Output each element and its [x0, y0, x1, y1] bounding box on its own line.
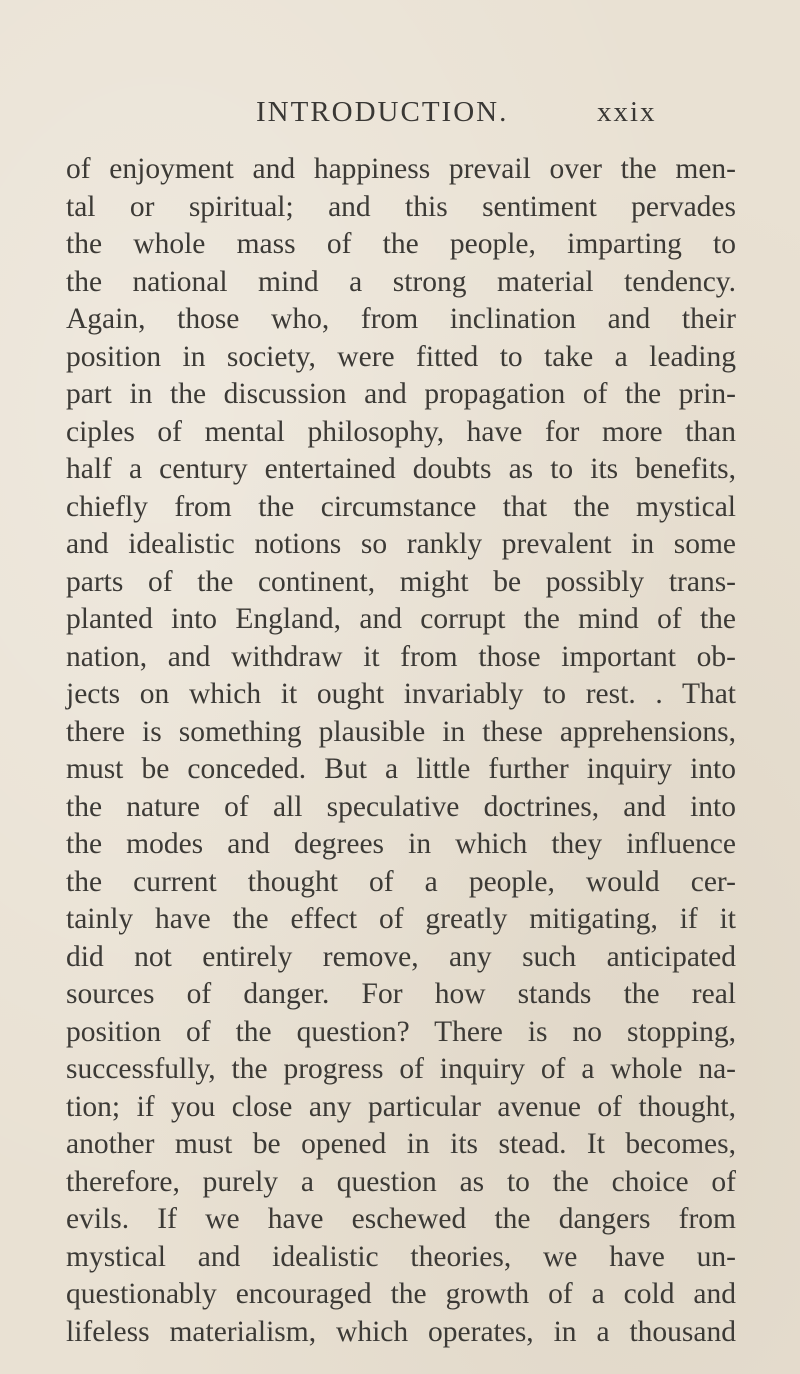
text-line: part in the discussion and propagation of the prin- — [66, 378, 736, 410]
text-line: Again, those who, from inclination and their — [66, 303, 736, 335]
text-line: therefore, purely a question as to the choice of — [66, 1165, 736, 1198]
text-line: successfully, the progress of inquiry of a whole na- — [66, 1053, 736, 1085]
text-line: position in society, were fitted to take a leading — [66, 340, 736, 373]
text-line: tion; if you close any particular avenue of thought, — [66, 1090, 736, 1123]
text-line: questionably encouraged the growth of a cold and — [66, 1278, 736, 1310]
text-line: tal or spiritual; and this sentiment pervades — [66, 190, 736, 223]
text-line: the whole mass of the people, imparting to — [66, 228, 736, 260]
text-line: evils. If we have eschewed the dangers from — [66, 1203, 736, 1235]
text-line: the national mind a strong material tendency. — [66, 265, 736, 298]
text-line: sources of danger. For how stands the real — [66, 978, 736, 1010]
page-header — [0, 96, 800, 136]
text-line: lifeless materialism, which operates, in a thousand — [66, 1315, 736, 1348]
text-line: of enjoyment and happiness prevail over the men- — [66, 153, 736, 185]
text-line: half a century entertained doubts as to its benefits, — [66, 453, 736, 485]
text-line: there is something plausible in these apprehensions, — [66, 715, 736, 748]
text-line: must be conceded. But a little further inquiry into — [66, 753, 736, 785]
text-line: chiefly from the circumstance that the mystical — [66, 490, 736, 523]
text-line: mystical and idealistic theories, we have un- — [66, 1240, 736, 1273]
text-line: another must be opened in its stead. It becomes, — [66, 1128, 736, 1160]
text-line: the nature of all speculative doctrines, and into — [66, 790, 736, 823]
text-line: planted into England, and corrupt the mind of the — [66, 603, 736, 635]
text-line: the current thought of a people, would cer- — [66, 865, 736, 898]
text-line: parts of the continent, might be possibly trans- — [66, 565, 736, 598]
body-text — [66, 151, 736, 1351]
page-number: xxix — [597, 96, 657, 128]
text-line: jects on which it ought invariably to rest. . That — [66, 678, 736, 710]
text-line: position of the question? There is no stopping, — [66, 1015, 736, 1048]
text-line: did not entirely remove, any such anticipated — [66, 940, 736, 973]
text-line: and idealistic notions so rankly prevalent in some — [66, 528, 736, 560]
running-title: INTRODUCTION. — [256, 96, 509, 128]
text-line: ciples of mental philosophy, have for more than — [66, 415, 736, 448]
text-line: nation, and withdraw it from those important ob- — [66, 640, 736, 673]
text-line: the modes and degrees in which they influence — [66, 828, 736, 860]
text-line: tainly have the effect of greatly mitigating, if it — [66, 903, 736, 935]
